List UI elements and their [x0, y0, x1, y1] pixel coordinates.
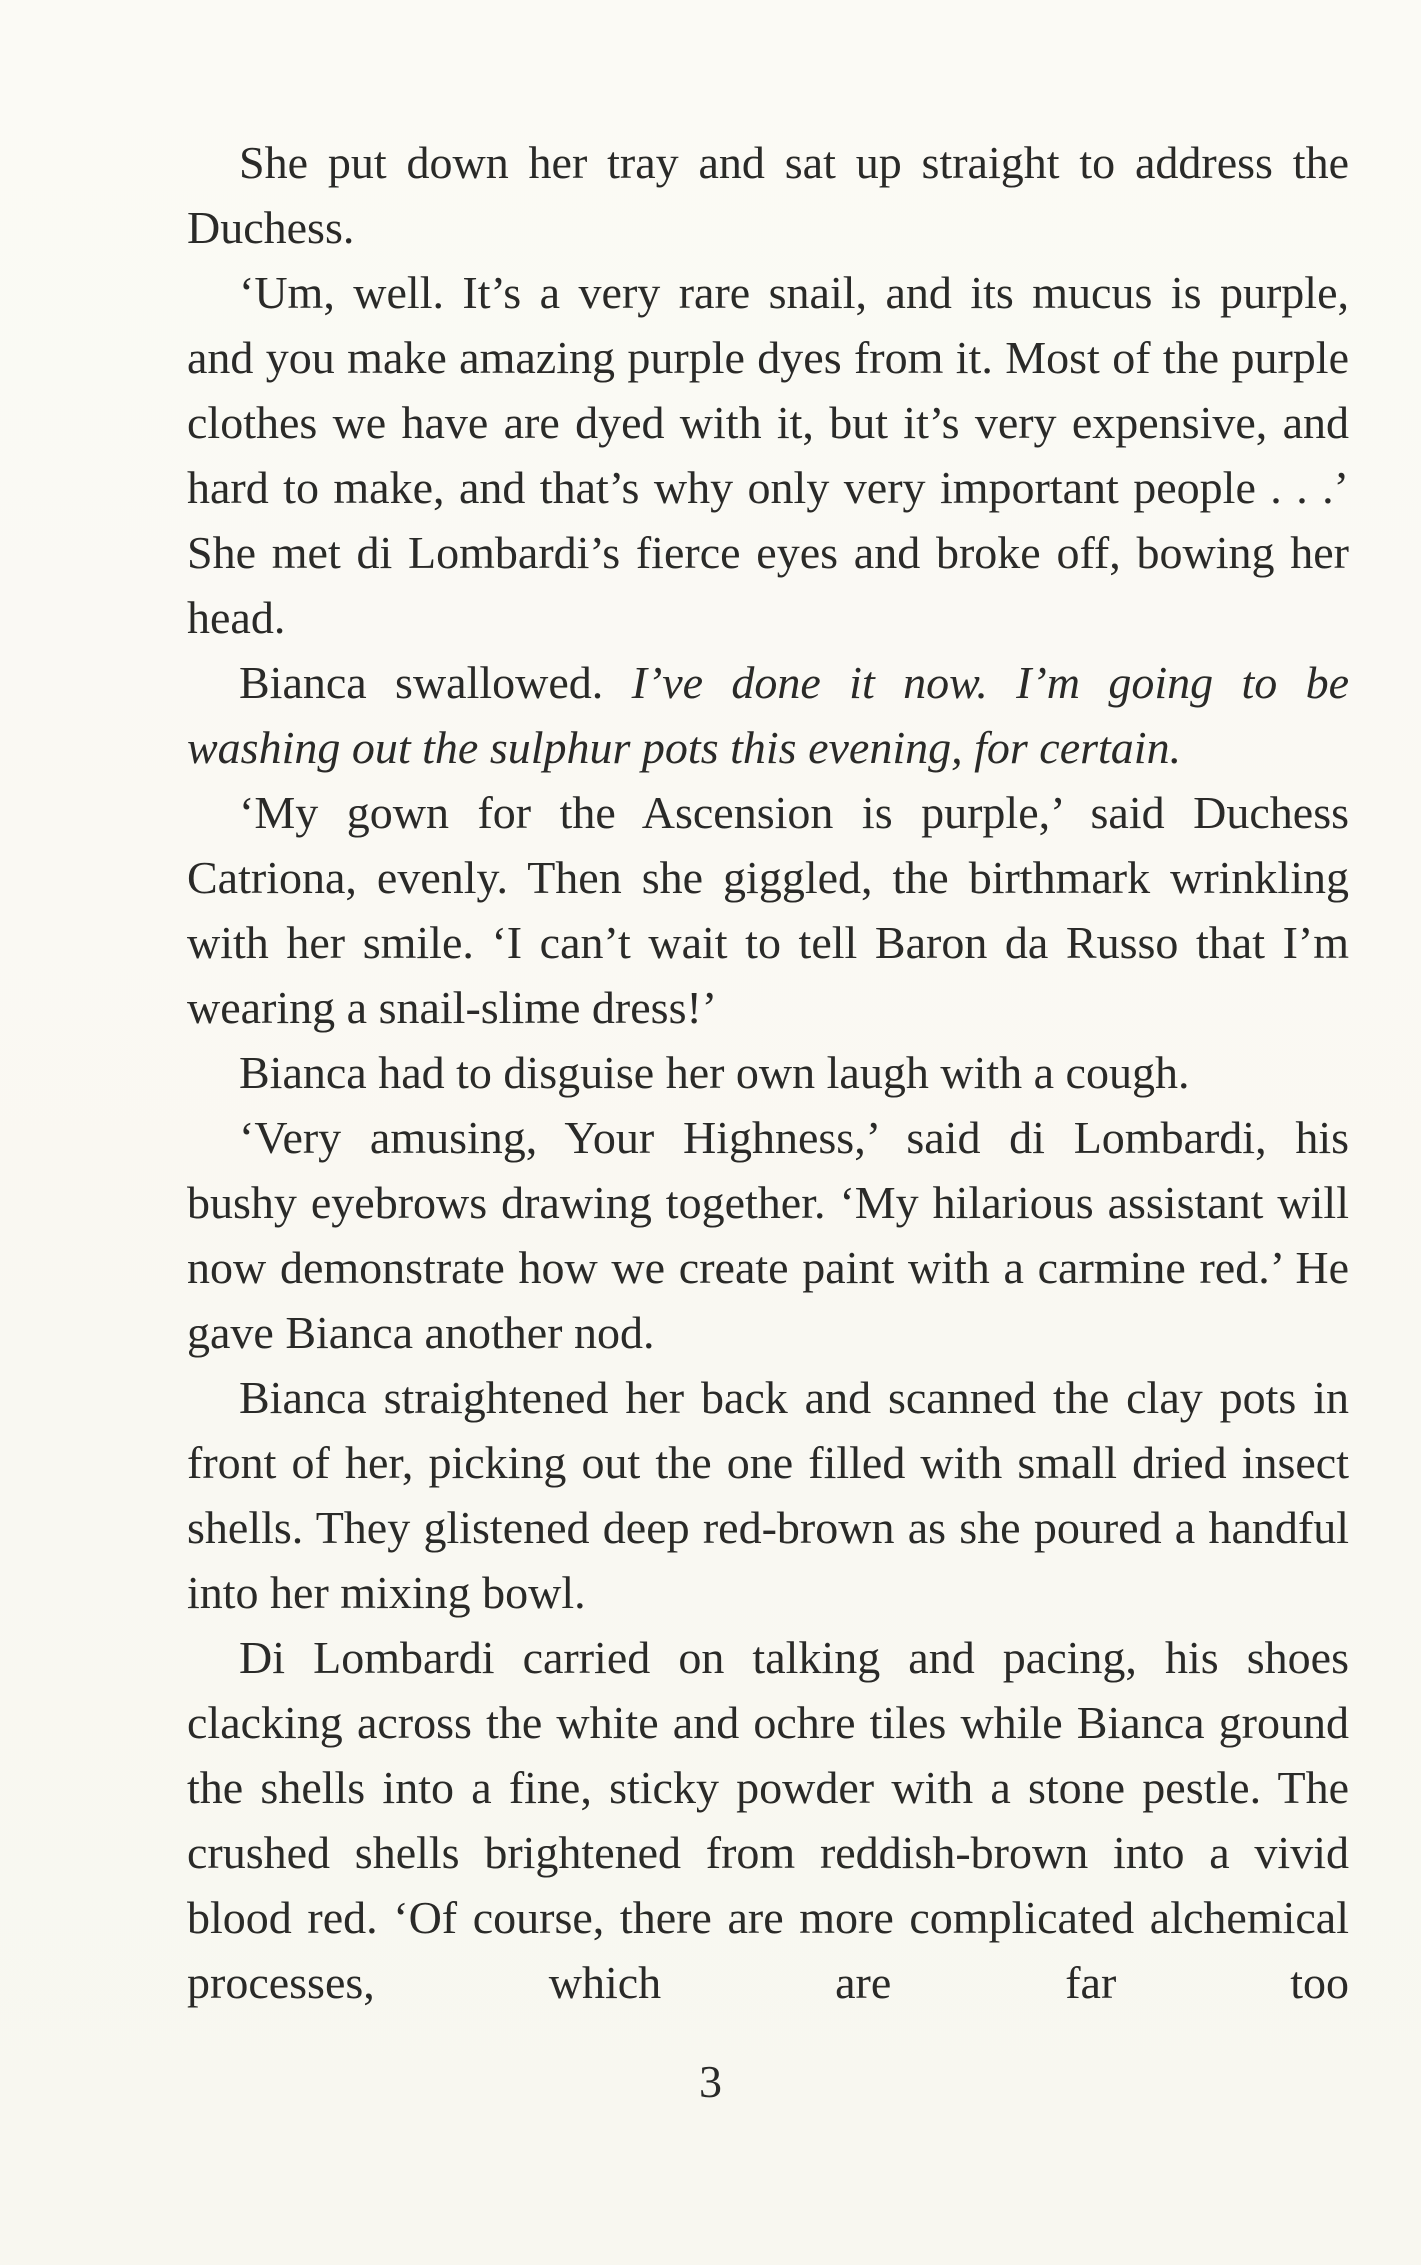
paragraph [187, 1040, 1349, 1105]
paragraph-text: ‘Very amusing, Your Highness,’ said di Lombardi, his bushy eyebrows drawing together. ‘My hilarious assistant will now demonstrate how we create paint with a carmine red.’ He gave Bianca another nod. [187, 1112, 1349, 1358]
italic-thought: I’ve done it now. I’m going to be washing out the sulphur pots this evening, for certain. [187, 657, 1349, 773]
paragraph [187, 650, 1349, 780]
paragraph [187, 1625, 1349, 2015]
paragraph [187, 130, 1349, 260]
paragraph-text: Bianca swallowed. [239, 657, 632, 708]
paragraph-text: She put down her tray and sat up straight to address the Duchess. [187, 137, 1349, 253]
paragraph-text: Bianca straightened her back and scanned the clay pots in front of her, picking out the one filled with small dried insect shells. They glistened deep red-brown as she poured a handful into her mixing bowl. [187, 1372, 1349, 1618]
paragraph-text: Bianca had to disguise her own laugh with a cough. [239, 1047, 1190, 1098]
paragraph [187, 1365, 1349, 1625]
paragraph [187, 260, 1349, 650]
body-text [187, 130, 1349, 2015]
paragraph-text: ‘My gown for the Ascension is purple,’ said Duchess Catriona, evenly. Then she giggled, the birthmark wrinkling with her smile. ‘I can’t wait to tell Baron da Russo that I’m wearing a snail-slime dress!’ [187, 787, 1349, 1033]
paragraph [187, 780, 1349, 1040]
paragraph-text: ‘Um, well. It’s a very rare snail, and its mucus is purple, and you make amazing purple dyes from it. Most of the purple clothes we have are dyed with it, but it’s very expensive, and hard to make, and that’s why only very important people . . .’ She met di Lombardi’s fierce eyes and broke off, bowing her head. [187, 267, 1349, 643]
paragraph-text: Di Lombardi carried on talking and pacing, his shoes clacking across the white and ochre tiles while Bianca ground the shells into a fine, sticky powder with a stone pestle. The crushed shells brightened from reddish-brown into a vivid blood red. ‘Of course, there are more complicated alchemical processes, which are far too [187, 1632, 1349, 2008]
paragraph [187, 1105, 1349, 1365]
page-number: 3 [699, 2056, 722, 2107]
